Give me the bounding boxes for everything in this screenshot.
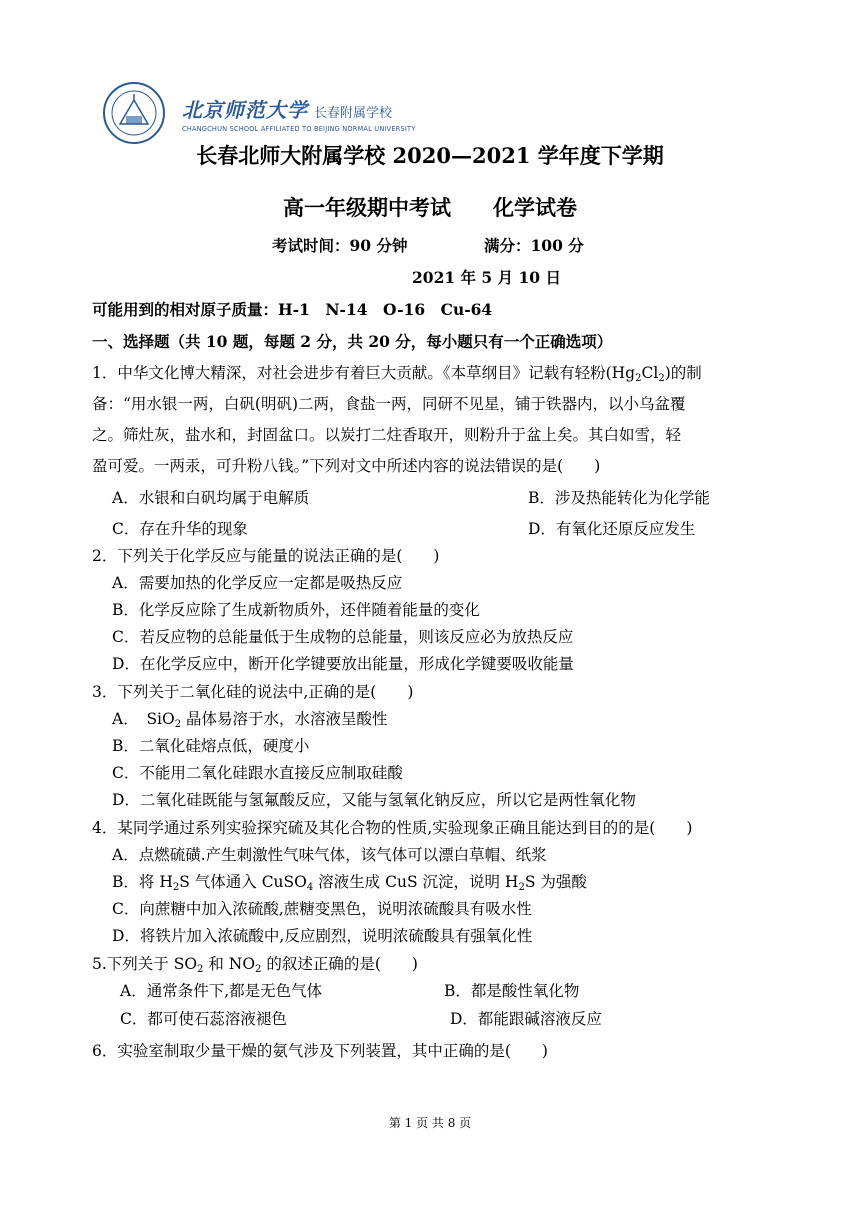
question-1-option-a: A．水银和白矾均属于电解质 xyxy=(112,489,310,507)
logo-english-name: CHANGCHUN SCHOOL AFFILIATED TO BEIJING NORMAL UNIVERSITY xyxy=(182,125,416,133)
question-2-option-b: B．化学反应除了生成新物质外，还伴随着能量的变化 xyxy=(112,601,480,619)
question-6-stem: 6．实验室制取少量干燥的氨气涉及下列装置，其中正确的是( ) xyxy=(92,1042,548,1060)
atomic-mass-reference: 可能用到的相对原子质量：H-1 N-14 O-16 Cu-64 xyxy=(92,300,493,319)
question-4-option-b: B．将 $H_2S$ 气体通入 CuSO$_4$ 溶液生成 CuS 沉淀，说明 $H_2S$ 为强酸 xyxy=(112,873,587,893)
school-logo-wordmark xyxy=(182,94,415,133)
logo-branch-name: 长春附属学校 xyxy=(314,106,393,121)
question-3-option-a: A． SiO$_2$ 晶体易溶于水，水溶液呈酸性 xyxy=(112,710,388,730)
question-1-stem-line2: 备：“用水银一两，白矾(明矾)二两，食盐一两，同研不见星，铺于铁器内，以小乌盆覆 xyxy=(92,395,686,413)
section-heading: 一、选择题（共 10 题，每题 2 分，共 20 分，每小题只有一个正确选项） xyxy=(92,332,613,351)
question-3-option-b: B．二氧化硅熔点低，硬度小 xyxy=(112,737,310,755)
question-5-option-a: A．通常条件下,都是无色气体 xyxy=(120,982,323,1000)
page-number: 第 1 页 共 8 页 xyxy=(388,1116,472,1130)
logo-university-name: 北京师范大学 xyxy=(182,98,308,122)
question-4-stem: 4．某同学通过系列实验探究硫及其化合物的性质,实验现象正确且能达到目的的是( ) xyxy=(92,819,693,837)
question-5-option-b: B．都是酸性氧化物 xyxy=(444,982,580,1000)
question-3-option-d: D．二氧化硅既能与氢氟酸反应，又能与氢氧化钠反应，所以它是两性氧化物 xyxy=(112,791,636,809)
exam-time: 考试时间：90 分钟 xyxy=(272,236,408,255)
question-2-option-c: C．若反应物的总能量低于生成物的总能量，则该反应必为放热反应 xyxy=(112,628,574,646)
exam-title-line1: 长春北师大附属学校 2020—2021 学年度下学期 xyxy=(196,143,664,168)
question-5-option-c: C．都可使石蕊溶液褪色 xyxy=(120,1010,287,1028)
exam-title-line2: 高一年级期中考试 化学试卷 xyxy=(283,195,577,220)
question-1-option-b: B．涉及热能转化为化学能 xyxy=(528,489,710,507)
question-1-stem-line1: 1．中华文化博大精深，对社会进步有着巨大贡献。《本草纲目》记载有轻粉$(Hg_2Cl_2)$的制 xyxy=(92,364,702,384)
school-seal-logo xyxy=(98,80,176,146)
question-1-stem-line4: 盈可爱。一两汞，可升粉八钱。”下列对文中所述内容的说法错误的是( ) xyxy=(92,457,601,475)
question-2-stem: 2．下列关于化学反应与能量的说法正确的是( ) xyxy=(92,547,440,565)
question-1-stem-line3: 之。筛灶灰，盐水和，封固盆口。以炭打二炷香取开，则粉升于盆上矣。其白如雪，轻 xyxy=(92,426,682,444)
question-3-stem: 3．下列关于二氧化硅的说法中,正确的是( ) xyxy=(92,683,414,701)
question-2-option-a: A．需要加热的化学反应一定都是吸热反应 xyxy=(112,574,403,592)
question-4-option-c: C．向蔗糖中加入浓硫酸,蔗糖变黑色，说明浓硫酸具有吸水性 xyxy=(112,900,532,918)
question-1-option-d: D．有氧化还原反应发生 xyxy=(528,520,696,538)
question-5-option-d: D．都能跟碱溶液反应 xyxy=(450,1010,602,1028)
question-4-option-d: D．将铁片加入浓硫酸中,反应剧烈，说明浓硫酸具有强氧化性 xyxy=(112,927,533,945)
full-score: 满分：100 分 xyxy=(484,236,584,255)
question-1-option-c: C．存在升华的现象 xyxy=(112,520,248,538)
question-3-option-c: C．不能用二氧化硅跟水直接反应制取硅酸 xyxy=(112,764,403,782)
question-2-option-d: D．在化学反应中，断开化学键要放出能量，形成化学键要吸收能量 xyxy=(112,655,574,673)
question-4-option-a: A．点燃硫磺.产生刺激性气味气体，该气体可以漂白草帽、纸浆 xyxy=(112,846,547,864)
exam-date: 2021 年 5 月 10 日 xyxy=(412,268,561,287)
question-5-stem: 5.下列关于 $SO_2$ 和 $NO_2$ 的叙述正确的是( ) xyxy=(92,955,418,975)
